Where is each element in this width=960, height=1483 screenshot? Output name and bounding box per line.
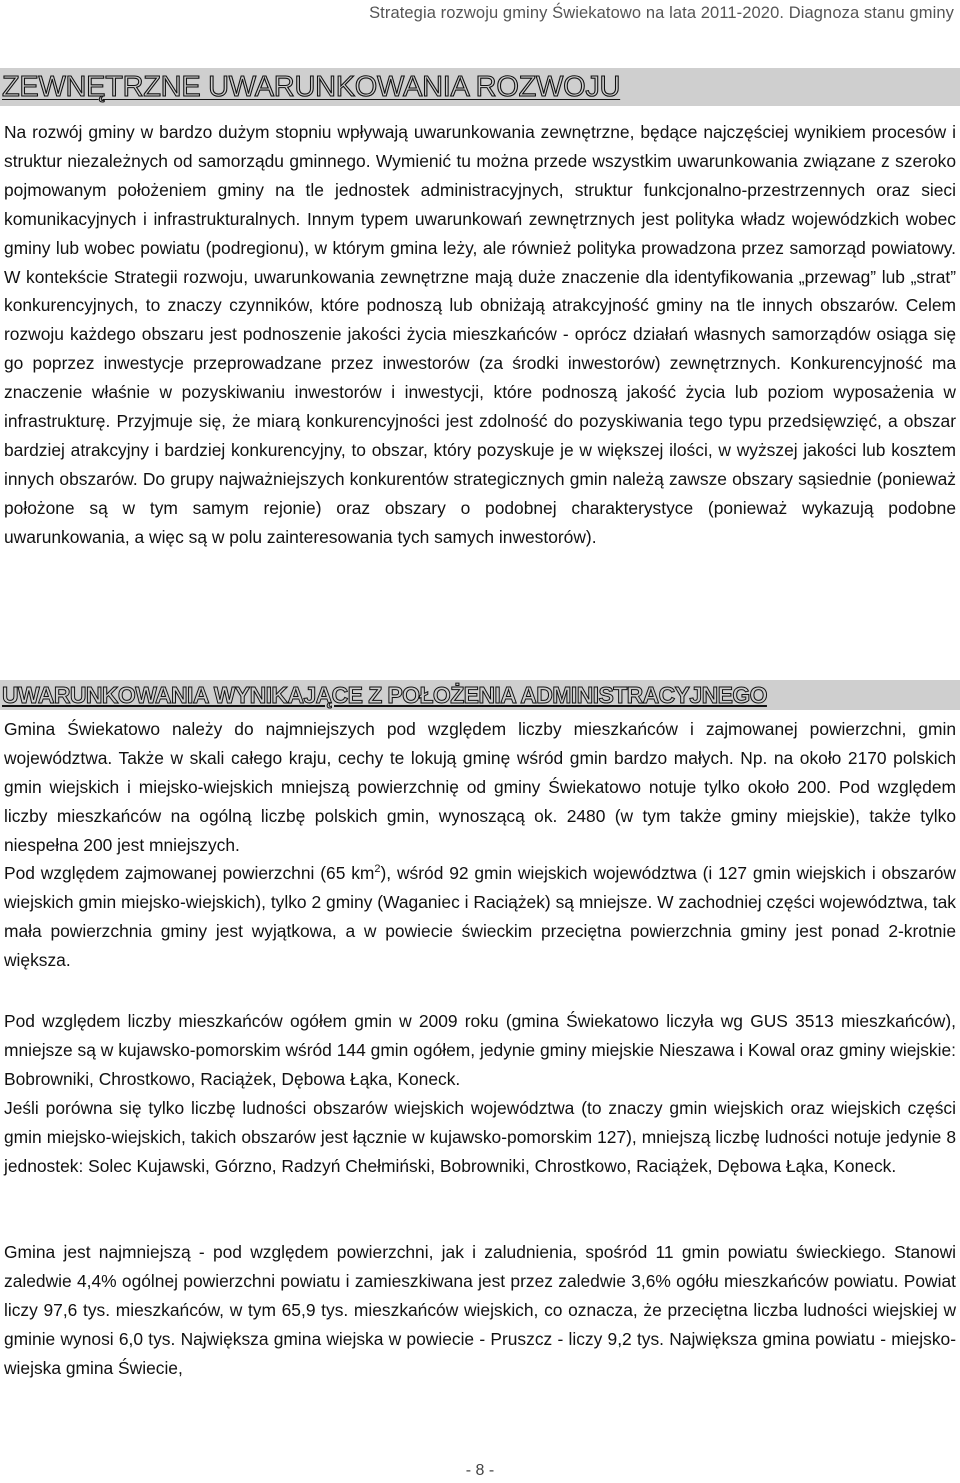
paragraph bbox=[4, 859, 956, 975]
section-heading-bar bbox=[0, 68, 960, 106]
page-number: - 8 - bbox=[465, 1462, 495, 1479]
superscript: 2 bbox=[374, 863, 381, 876]
paragraph-text: ), wśród 92 gmin wiejskich województwa (i 127 gmin wiejskich i obszarów wiejskich gmin miejsko-wiejskich), tylko 2 gminy (Waganiec i Raciążek) są mniejsze. W zachodniej części województwa, tak mała powierzchnia gminy jest wyjątkowa, a w powiecie świeckim przeciętna powierzchnia gminy jest ponad 2-krotnie większa. bbox=[4, 863, 956, 970]
paragraph: Jeśli porówna się tylko liczbę ludności obszarów wiejskich województwa (to znaczy gmin wiejskich oraz wiejskich części gmin miejsko-wiejskich, takich obszarów jest łącznie w kujawsko-pomorskim 127), mniejszą liczbę ludności notuje jedynie 8 jednostek: Solec Kujawski, Górzno, Radzyń Chełmiński, Bobrowniki, Chrostkowo, Raciążek, Dębowa Łąka, Koneck. bbox=[4, 1098, 956, 1176]
subsection-heading-bar bbox=[0, 680, 960, 710]
paragraph-text: Pod względem zajmowanej powierzchni (65 km bbox=[4, 863, 375, 883]
paragraph: Na rozwój gminy w bardzo dużym stopniu wpływają uwarunkowania zewnętrzne, będące najczęściej wynikiem procesów i struktur niezależnych od samorządu gminnego. Wymienić tu można przede wszystkim uwarunkowania związane z szeroko pojmowanym położeniem gminy na tle jednostek administracyjnych, struktur funkcjonalno-przestrzennych oraz sieci komunikacyjnych i infrastrukturalnych. Innym typem uwarunkowań zewnętrznych jest polityka władz wojewódzkich wobec gminy lub wobec powiatu (podregionu), w którym gmina leży, ale również polityka prowadzona przez samorząd powiatowy. W kontekście Strategii rozwoju, uwarunkowania zewnętrzne mają duże znaczenie dla identyfikowania „przewag” lub „strat” konkurencyjnych, to znaczy czynników, które podnoszą lub obniżają atrakcyjność gminy na tle innych obszarów. Celem rozwoju każdego obszaru jest podnoszenie jakości życia mieszkańców - oprócz działań własnych samorządów osiąga się go poprzez inwestycje przeprowadzane przez inwestorów (za środki inwestorów) zewnętrznych. Konkurencyjność ma znaczenie właśnie w pozyskiwaniu inwestorów i inwestycji, które podnoszą jakość życia lub poziom wyposażenia w infrastrukturę. Przyjmuje się, że miarą konkurencyjności jest zdolność do pozyskiwania tego typu przedsięwzięć, a obszar bardziej atrakcyjny i bardziej konkurencyjny, to obszar, który pozyskuje je w większej ilości, w wyższej jakości lub kosztem innych obszarów. Do grupy najważniejszych konkurentów strategicznych gmin należą zawsze obszary sąsiednie (ponieważ położone są w tym samym rejonie) oraz obszary o podobnej charakterystyce (ponieważ wykazują podobne uwarunkowania, a więc są w polu zainteresowania tych samych inwestorów). bbox=[4, 122, 956, 547]
paragraph: Gmina Świekatowo należy do najmniejszych pod względem liczby mieszkańców i zajmowanej powierzchni, gmin województwa. Także w skali całego kraju, cechy te lokują gminę wśród gmin bardzo małych. Np. na około 2170 polskich gmin wiejskich i miejsko-wiejskich mniejszą powierzchnię od gminy Świekatowo notuje tylko około 200. Pod względem liczby mieszkańców na ogólną liczbę polskich gmin, wynoszącą ok. 2480 (w tym także gminy miejskie), także tylko niespełna 200 jest mniejszych. bbox=[4, 719, 956, 855]
paragraph: Gmina jest najmniejszą - pod względem powierzchni, jak i zaludnienia, spośród 11 gmin powiatu świeckiego. Stanowi zaledwie 4,4% ogólnej powierzchni powiatu i zamieszkiwana jest przez zaledwie 3,6% ogółu mieszkańców powiatu. Powiat liczy 97,6 tys. mieszkańców, w tym 65,9 tys. mieszkańców wiejskich, co oznacza, że przeciętna liczba ludności wiejskiej w gminie wynosi 6,0 tys. Największa gmina wiejska w powiecie - Pruszcz - liczy 9,2 tys. Największa gmina powiatu - miejsko-wiejska gmina Świecie, bbox=[4, 1242, 956, 1378]
subsection-heading: UWARUNKOWANIA WYNIKAJĄCE Z POŁOŻENIA ADMINISTRACYJNEGO bbox=[2, 682, 767, 708]
section-heading: ZEWNĘTRZNE UWARUNKOWANIA ROZWOJU bbox=[2, 71, 621, 103]
running-header: Strategia rozwoju gminy Świekatowo na lata 2011-2020. Diagnoza stanu gminy bbox=[369, 4, 954, 22]
paragraph: Pod względem liczby mieszkańców ogółem gmin w 2009 roku (gmina Świekatowo liczyła wg GUS 3513 mieszkańców), mniejsze są w kujawsko-pomorskim wśród 144 gmin ogółem, jedynie gminy miejskie Nieszawa i Kowal oraz gminy wiejskie: Bobrowniki, Chrostkowo, Raciążek, Dębowa Łąka, Koneck. bbox=[4, 1011, 956, 1089]
